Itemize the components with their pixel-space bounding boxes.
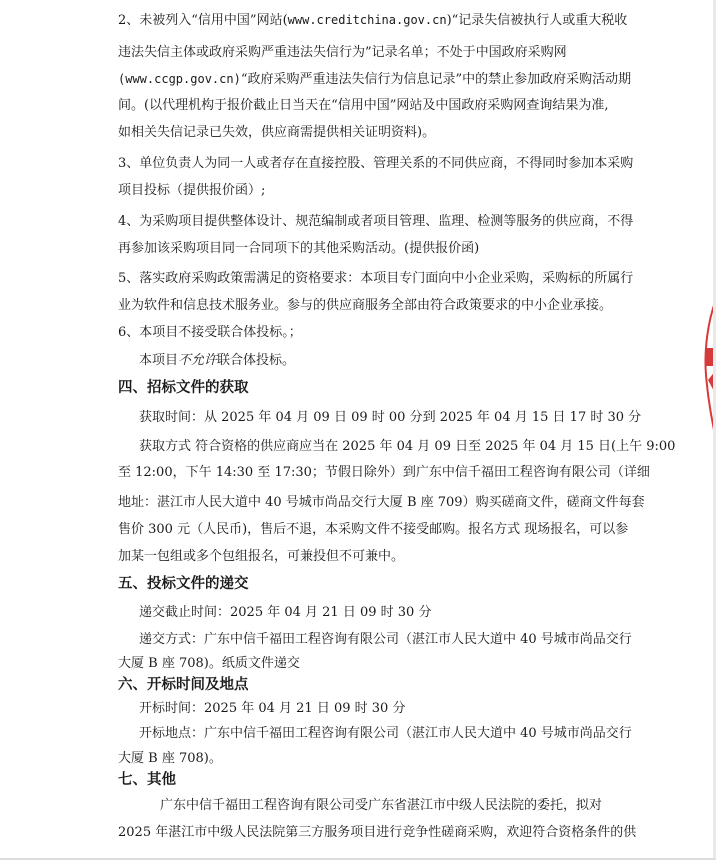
section-5-method-line-1: 递交方式：广东中信千福田工程咨询有限公司（湛江市人民大道中 40 号城市尚品交行 <box>139 632 632 647</box>
section-7-line-2: 2025 年湛江市中级人民法院第三方服务项目进行竞争性磋商采购，欢迎符合资格条件的供 <box>118 825 637 840</box>
clause-2-line-1: 2、未被列入“信用中国”网站(www.creditchina.gov.cn)“记录失信被执行人或重大税收 <box>118 13 628 28</box>
clause-4-line-1: 4、为采购项目提供整体设计、规范编制或者项目管理、监理、检测等服务的供应商，不得 <box>118 214 634 229</box>
section-4-heading: 四、招标文件的获取 <box>118 380 249 396</box>
section-4-method-line-3: 地址：湛江市人民大道中 40 号城市尚品交行大厦 B 座 709）购买磋商文件，磋商文件每套 <box>118 495 645 510</box>
section-6-time: 开标时间：2025 年 04 月 21 日 09 时 30 分 <box>139 701 406 716</box>
clause-6-line-1: 6、本项目不接受联合体投标。； <box>118 325 302 340</box>
section-4-method-line-1: 获取方式 符合资格的供应商应当在 2025 年 04 月 09 日至 2025 年 04 月 15 日(上午 9:00 <box>139 439 676 454</box>
clause-6-line-2: 本项目不允许联合体投标。 <box>139 353 296 368</box>
section-5-method-line-2: 大厦 B 座 708)。纸质文件递交 <box>118 656 300 671</box>
section-4-method-line-5: 加某一包组或多个包组报名，可兼投但不可兼中。 <box>118 549 405 564</box>
clause-3-line-1: 3、单位负责人为同一人或者存在直接控股、管理关系的不同供应商，不得同时参加本采购 <box>118 156 634 171</box>
clause-3-line-2: 项目投标（提供报价函）; <box>118 183 266 198</box>
clause-4-line-2: 再参加该采购项目同一合同项下的其他采购活动。(提供报价函) <box>118 241 480 256</box>
section-4-method-line-4: 售价 300 元（人民币)，售后不退，本采购文件不接受邮购。报名方式 现场报名，可以参 <box>118 522 629 537</box>
clause-2-line-5: 如相关失信记录已失效，供应商需提供相关证明资料)。 <box>118 125 436 140</box>
section-7-line-1: 广东中信千福田工程咨询有限公司受广东省湛江市中级人民法院的委托，拟对 <box>160 798 603 813</box>
section-5-heading: 五、投标文件的递交 <box>118 576 249 592</box>
section-6-heading: 六、开标时间及地点 <box>118 677 249 693</box>
section-4-method-line-2: 至 12:00，下午 14:30 至 17:30；节假日除外）到广东中信千福田工程咨询有限公司（详细 <box>118 465 650 480</box>
section-4-time: 获取时间：从 2025 年 04 月 09 日 09 时 00 分到 2025 年 04 月 15 日 17 时 30 分 <box>139 410 642 425</box>
section-6-place-line-2: 大厦 B 座 708)。 <box>118 751 222 766</box>
clause-5-line-2: 业为软件和信息技术服务业。参与的供应商服务全部由符合政策要求的中小企业承接。 <box>118 298 613 313</box>
section-6-place-line-1: 开标地点：广东中信千福田工程咨询有限公司（湛江市人民大道中 40 号城市尚品交行 <box>139 726 632 741</box>
clause-2-line-2: 违法失信主体或政府采购严重违法失信行为”记录名单；不处于中国政府采购网 <box>118 45 567 60</box>
clause-2-line-3: (www.ccgp.gov.cn)“政府采购严重违法失信行为信息记录”中的禁止参加政府采购活动期 <box>118 72 632 87</box>
clause-5-line-1: 5、落实政府采购政策需满足的资格要求：本项目专门面向中小企业采购，采购标的所属行 <box>118 271 634 286</box>
section-7-heading: 七、其他 <box>118 772 176 788</box>
clause-2-line-4: 间。(以代理机构于报价截止日当天在“信用中国”网站及中国政府采购网查询结果为准, <box>118 98 609 113</box>
section-5-deadline: 递交截止时间：2025 年 04 月 21 日 09 时 30 分 <box>139 605 432 620</box>
